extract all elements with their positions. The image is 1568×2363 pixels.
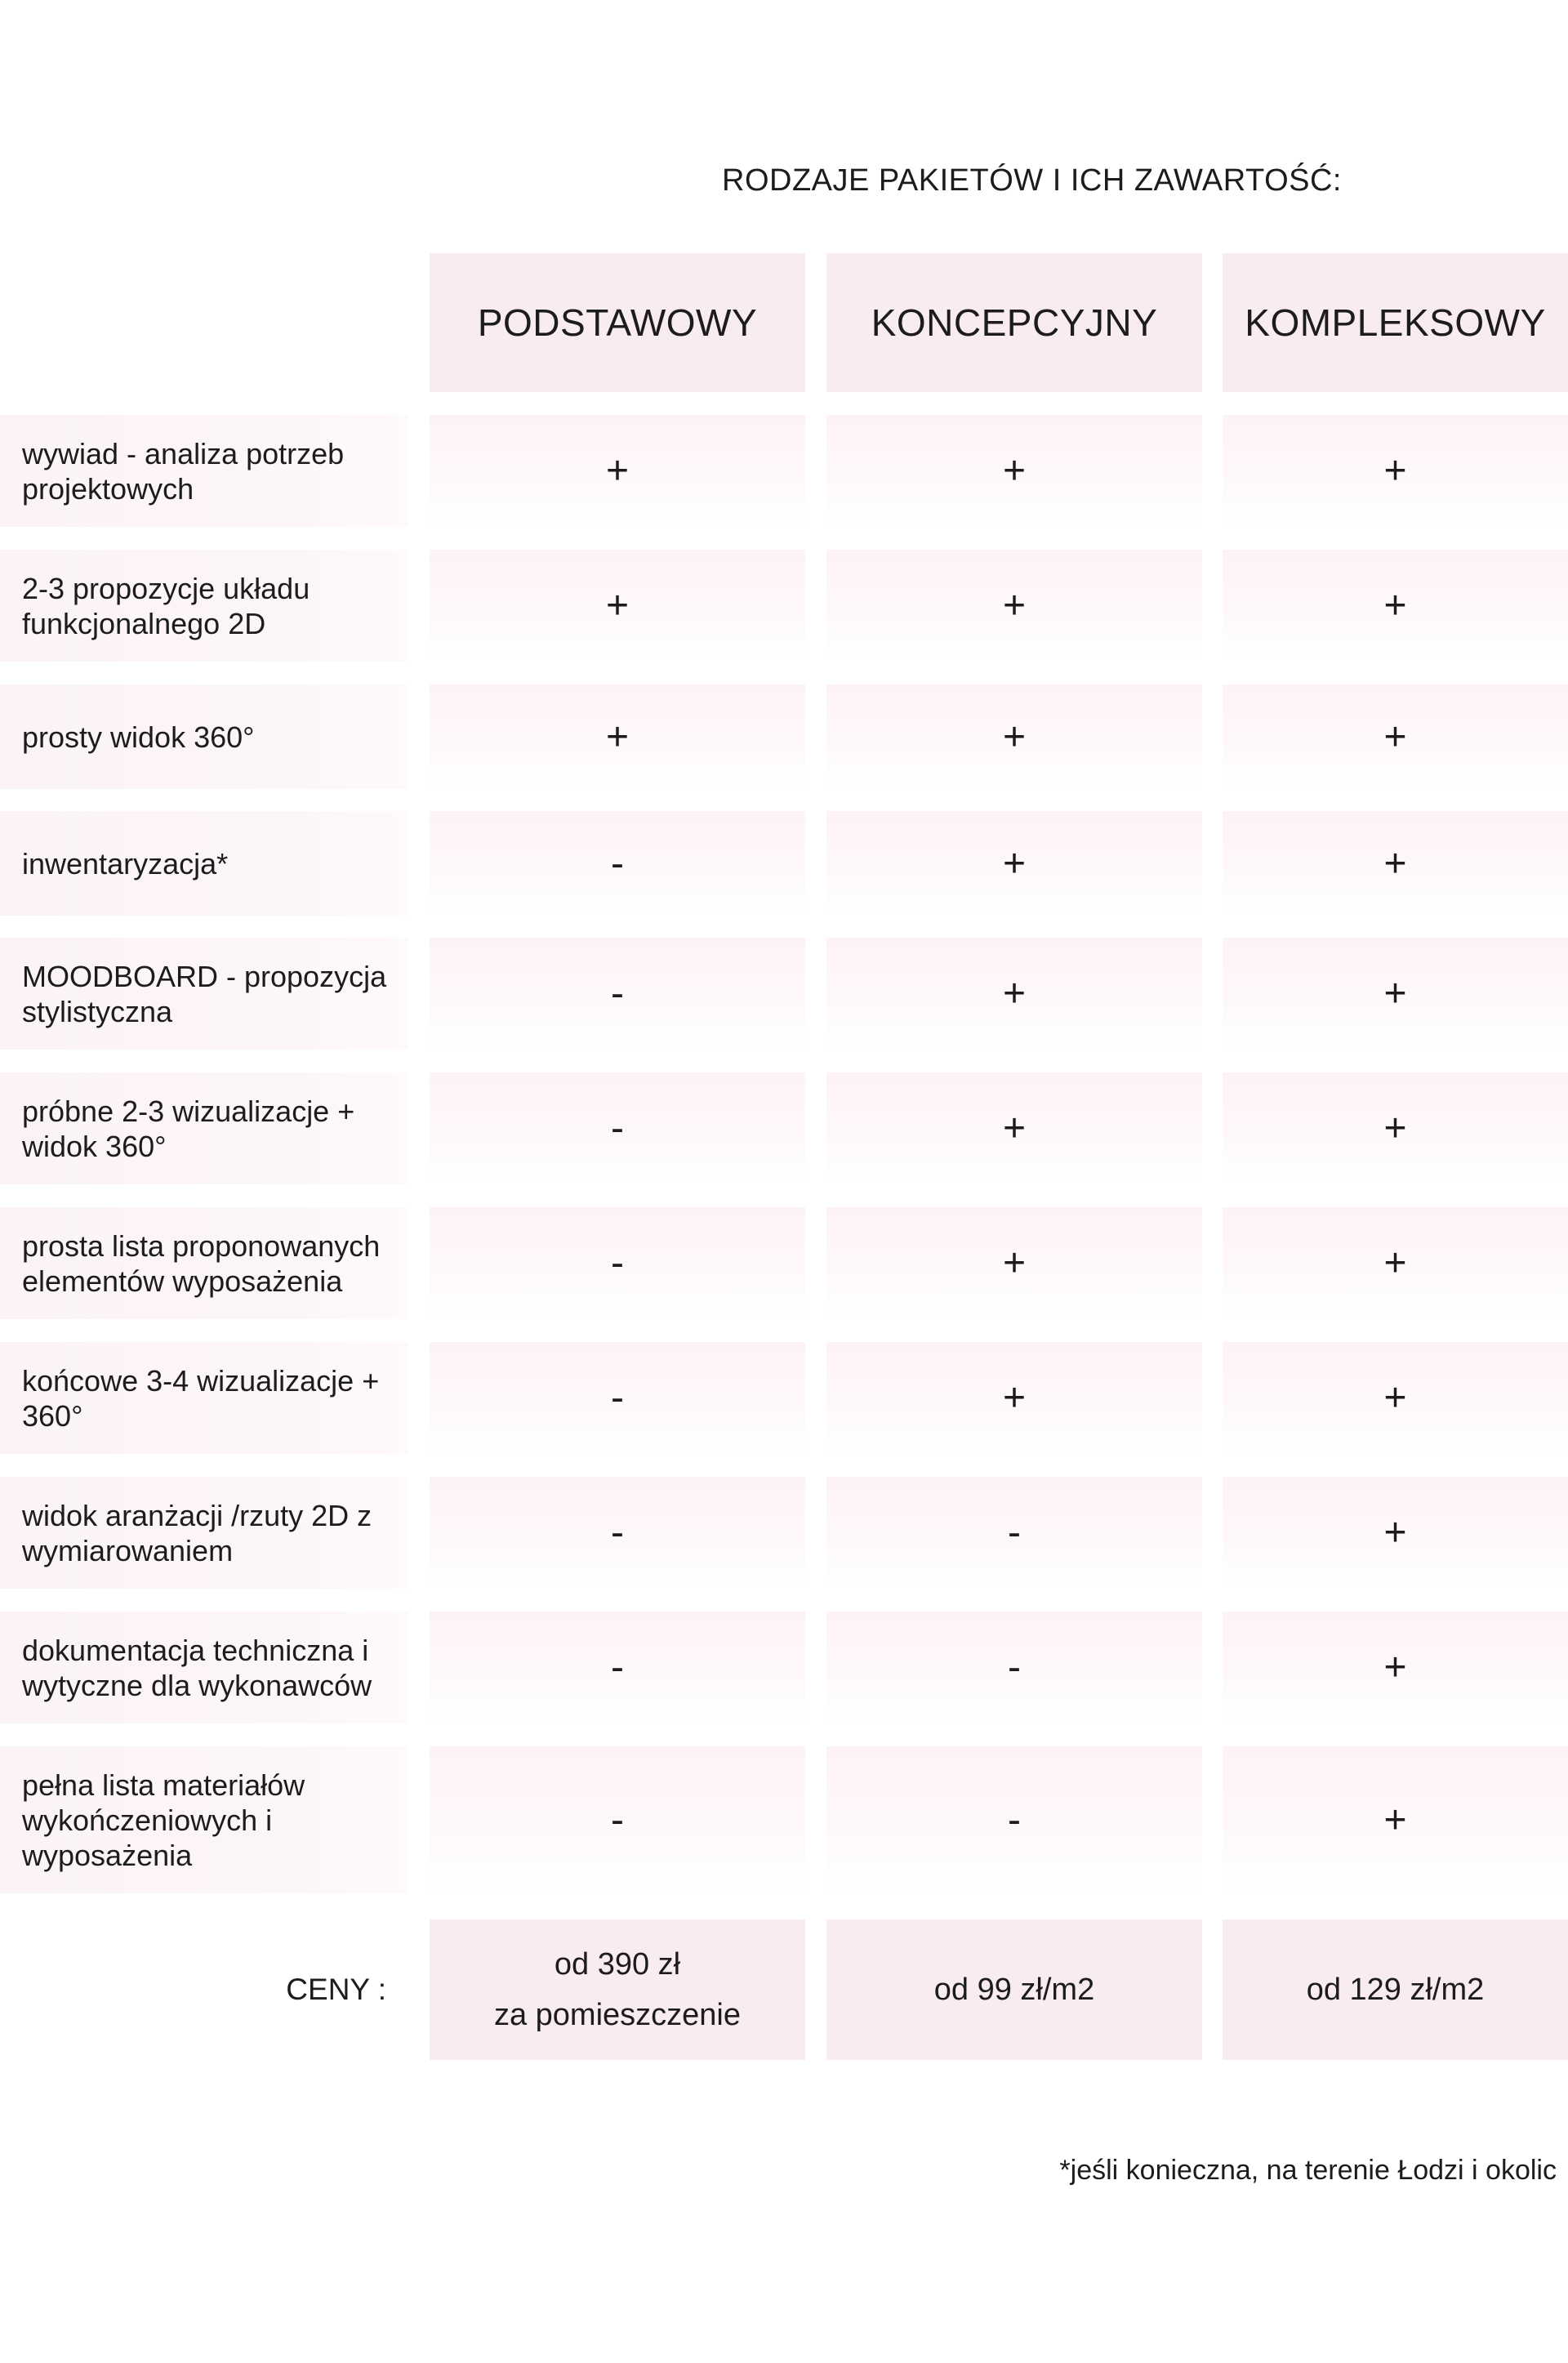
- feature-value-complex: +: [1223, 811, 1568, 916]
- feature-label: MOODBOARD - propozycja stylistyczna: [0, 938, 408, 1050]
- feature-value-complex: +: [1223, 1746, 1568, 1893]
- feature-value-basic: -: [430, 1612, 805, 1723]
- price-basic: [430, 1919, 805, 2060]
- feature-label: próbne 2-3 wizualizacje + widok 360°: [0, 1072, 408, 1184]
- feature-value-basic: -: [430, 811, 805, 916]
- feature-value-concept: +: [826, 1072, 1202, 1184]
- feature-value-complex: +: [1223, 1072, 1568, 1184]
- feature-value-complex: +: [1223, 415, 1568, 527]
- feature-value-basic: -: [430, 1746, 805, 1893]
- feature-value-concept: +: [826, 684, 1202, 789]
- feature-value-complex: +: [1223, 1477, 1568, 1589]
- feature-value-concept: +: [826, 1342, 1202, 1454]
- feature-label: końcowe 3-4 wizualizacje + 360°: [0, 1342, 408, 1454]
- feature-label: wywiad - analiza potrzeb projektowych: [0, 415, 408, 527]
- package-header-concept: KONCEPCYJNY: [826, 253, 1202, 392]
- feature-value-complex: +: [1223, 550, 1568, 662]
- feature-label: prosta lista proponowanych elementów wyposażenia: [0, 1207, 408, 1319]
- feature-label: dokumentacja techniczna i wytyczne dla wykonawców: [0, 1612, 408, 1723]
- feature-value-basic: +: [430, 415, 805, 527]
- page-title: RODZAJE PAKIETÓW I ICH ZAWARTOŚĆ:: [722, 163, 1342, 198]
- feature-value-concept: -: [826, 1612, 1202, 1723]
- feature-value-basic: +: [430, 550, 805, 662]
- feature-value-complex: +: [1223, 1207, 1568, 1319]
- feature-value-concept: -: [826, 1477, 1202, 1589]
- footnote: *jeśli konieczna, na terenie Łodzi i okolic: [1059, 2155, 1557, 2186]
- feature-value-basic: -: [430, 1072, 805, 1184]
- prices-label: CENY :: [286, 1973, 386, 2006]
- feature-value-concept: +: [826, 550, 1202, 662]
- feature-value-basic: -: [430, 1207, 805, 1319]
- feature-value-basic: -: [430, 1477, 805, 1589]
- feature-value-concept: +: [826, 415, 1202, 527]
- feature-value-basic: +: [430, 684, 805, 789]
- feature-label: pełna lista materiałów wykończeniowych i wyposażenia: [0, 1746, 408, 1893]
- feature-value-complex: +: [1223, 684, 1568, 789]
- feature-value-complex: +: [1223, 938, 1568, 1050]
- feature-label: prosty widok 360°: [0, 684, 408, 789]
- feature-value-complex: +: [1223, 1612, 1568, 1723]
- feature-label: inwentaryzacja*: [0, 811, 408, 916]
- feature-value-concept: +: [826, 1207, 1202, 1319]
- price-basic-unit: za pomieszczenie: [493, 1998, 742, 2032]
- feature-value-concept: -: [826, 1746, 1202, 1893]
- feature-value-complex: +: [1223, 1342, 1568, 1454]
- price-basic-amount: od 390 zł: [554, 1947, 681, 1982]
- feature-label: 2-3 propozycje układu funkcjonalnego 2D: [0, 550, 408, 662]
- package-header-complex: KOMPLEKSOWY: [1223, 253, 1568, 392]
- price-concept: od 99 zł/m2: [826, 1919, 1202, 2060]
- feature-value-basic: -: [430, 938, 805, 1050]
- price-complex: od 129 zł/m2: [1223, 1919, 1568, 2060]
- package-header-basic: PODSTAWOWY: [430, 253, 805, 392]
- feature-value-basic: -: [430, 1342, 805, 1454]
- feature-value-concept: +: [826, 811, 1202, 916]
- feature-value-concept: +: [826, 938, 1202, 1050]
- feature-label: widok aranżacji /rzuty 2D z wymiarowaniem: [0, 1477, 408, 1589]
